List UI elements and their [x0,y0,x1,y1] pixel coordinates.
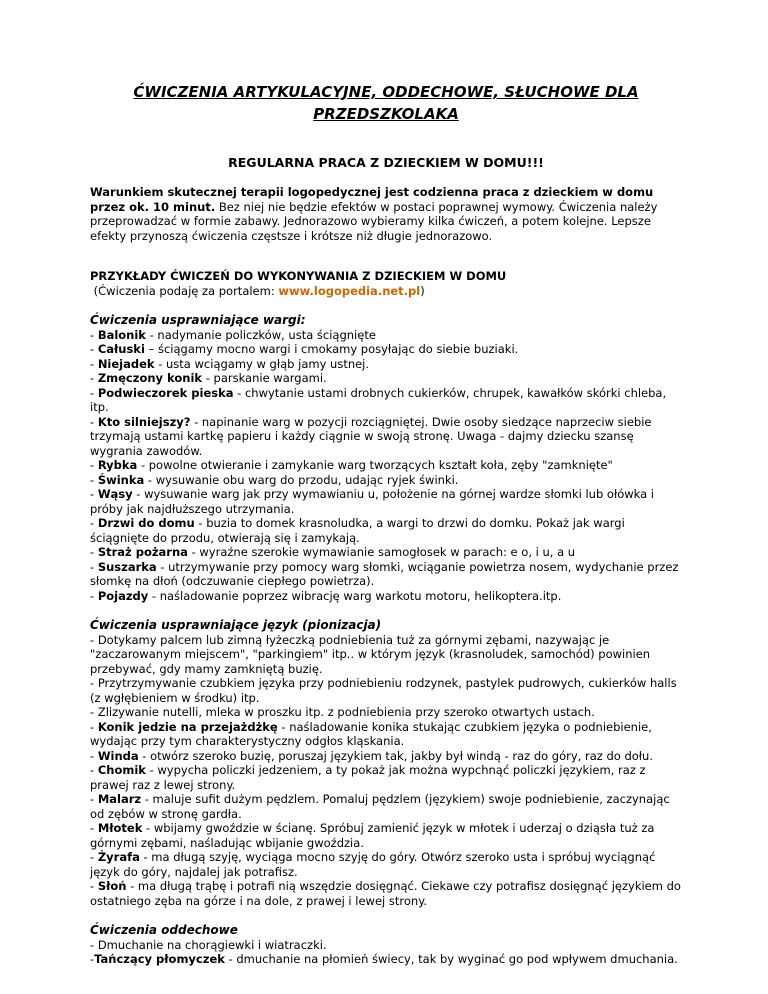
item-text: - buzia to domek krasnoludka, a wargi to drzwi do domku. Pokaż jak wargi ściągnięte do przodu, otwierają się i zamykają. [90,516,625,545]
item-term: Podwieczorek pieska [97,385,234,400]
portal-prefix: (Ćwiczenia podaję za portalem: [90,283,279,298]
exercise-item [90,371,682,386]
exercise-item [90,357,682,372]
item-term: Balonik [97,327,146,342]
item-term: Niejadek [97,356,155,371]
item-prefix: - [90,342,98,356]
item-term: Słoń [97,879,127,893]
exercise-item [90,676,682,705]
document-title: ĆWICZENIA ARTYKULACYJNE, ODDECHOWE, SŁUCHOWE DLA PRZEDSZKOLAKA [133,83,639,123]
exercise-item [90,328,682,343]
item-text: - ma długą szyję, wyciąga mocno szyję do góry. Otwórz szeroko usta i spróbuj wyciągnąć język do góry, najdalej jak potrafisz. [90,850,656,879]
item-prefix: - [90,748,98,763]
item-term: Całuski [97,342,145,356]
item-term: Chomik [97,763,146,777]
document-sections [90,313,682,967]
item-text: - naśladowanie konika stukając czubkiem języka o podniebienie, wydając przy tym charakterystyczny odgłos kląskania. [90,719,652,748]
subtitle: REGULARNA PRACA Z DZIECKIEM W DOMU!!! [228,154,544,170]
section-heading: Ćwiczenia oddechowe [90,923,238,937]
item-term: Zmęczony konik [97,371,203,385]
exercise-item [90,415,682,459]
item-prefix: - [90,487,98,501]
item-term: Młotek [97,821,143,835]
item-prefix: - [90,414,98,429]
item-text: Przytrzymywanie czubkiem języka przy podniebieniu rodzynek, pastylek pudrowych, cukierków halls (z wgłębieniem w środku) itp. [90,676,677,705]
item-prefix: - [90,356,98,371]
intro-lead: Warunkiem skutecznej terapii logopedycznej jest codzienna praca z dzieckiem w domu przez ok. 10 minut. [90,185,654,214]
item-text: - maluje sufit dużym pędzlem. Pomaluj pędzlem (językiem) swoje podniebienie, zaczynając od zębów w stronę gardła. [90,792,670,821]
exercise-item [90,749,682,764]
item-text: Dmuchanie na chorągiewki i wiatraczki. [97,937,327,952]
exercise-item [90,386,682,415]
item-text: - dmuchanie na płomień świecy, tak by wyginać go pod wpływem dmuchania. [224,952,678,966]
item-text: - ma długą trąbę i potrafi nią wszędzie dosięgnąć. Ciekawe czy potrafisz dosięgnąć językiem do ostatniego zęba na górze i na dole, z prawej i lewej strony. [90,879,681,908]
portal-suffix: ) [420,283,425,298]
item-text: - powolne otwieranie i zamykanie warg tworzących kształt koła, zęby "zamknięte" [137,458,613,472]
item-text: - nadymanie policzków, usta ściągnięte [145,327,376,342]
item-term: Drzwi do domu [97,516,195,530]
item-prefix: - [90,588,98,603]
item-text: - wbijamy gwoździe w ścianę. Spróbuj zamienić język w młotek i uderzaj o dziąsła tuż za górnymi zębami, naśladując wbijanie gwoździa. [90,821,655,850]
exercise-item [90,938,682,953]
item-prefix: - [90,472,98,487]
item-term: Malarz [97,792,142,806]
item-prefix: - [90,516,98,530]
item-prefix: - [90,821,98,835]
section-heading: Ćwiczenia usprawniające wargi: [90,313,306,327]
item-term: Winda [97,748,139,763]
item-text: - naśladowanie poprzez wibrację warg warkotu motoru, helikoptera.itp. [148,588,562,603]
item-prefix: - [90,545,98,559]
section-heading: Ćwiczenia usprawniające język (pionizacja) [90,618,382,632]
exercise-item [90,545,682,560]
item-text: - usta wciągamy w głąb jamy ustnej. [154,356,370,371]
portal-note [90,284,682,299]
exercise-item [90,952,682,967]
item-text: - utrzymywanie przy pomocy warg słomki, wciąganie powietrza nosem, wydychanie przez słomkę na dłoń (odczuwanie ciepłego powietrza). [90,559,679,588]
item-term: Suszarka [97,559,157,574]
item-term: Straż pożarna [97,545,188,559]
item-prefix: - [90,327,98,342]
item-term: Kto silniejszy? [97,414,191,429]
item-term: Konik jedzie na przejażdżkę [97,719,278,734]
item-text: Dotykamy palcem lub zimną łyżeczką podniebienia tuż za górnymi zębami, nazywając je "zaczarowanym miejscem", "parkingiem" itp.. w którym język (krasnoludek, samochód) powinien przebywać, gdy mamy zamkniętą buzię. [90,632,651,676]
item-text: - chwytanie ustami drobnych cukierków, chrupek, kawałków skórki chleba, itp. [90,385,667,414]
item-prefix: - [90,937,98,952]
exercise-item [90,705,682,720]
item-prefix: - [90,676,98,690]
exercise-item [90,879,682,908]
item-prefix: - [90,719,98,734]
exercise-item [90,473,682,488]
exercise-item [90,850,682,879]
item-text: - otwórz szeroko buzię, poruszaj językiem tak, jakby był windą - raz do góry, raz do dołu. [138,748,653,763]
item-prefix: - [90,705,98,719]
exercise-item [90,589,682,604]
examples-heading: PRZYKŁADY ĆWICZEŃ DO WYKONYWANIA Z DZIECKIEM W DOMU [90,269,507,283]
exercise-item [90,633,682,677]
portal-link[interactable]: www.logopedia.net.pl [278,283,421,298]
item-prefix: - [90,458,98,472]
exercise-item [90,792,682,821]
exercise-item [90,342,682,357]
item-prefix: - [90,632,98,647]
section [90,923,682,967]
item-text: - wysuwanie warg jak przy wymawianiu u, położenie na górnej wardze słomki lub ołówka i próby jak najdłuższego utrzymania. [90,487,655,516]
exercise-item [90,560,682,589]
exercise-item [90,763,682,792]
exercise-item [90,487,682,516]
exercise-item [90,821,682,850]
item-prefix: - [90,952,95,966]
item-term: Rybka [97,458,138,472]
exercise-item [90,516,682,545]
item-term: Wąsy [97,487,133,501]
item-term: Tańczący płomyczek [94,952,225,966]
item-term: Żyrafa [97,850,140,864]
item-prefix: - [90,879,98,893]
item-term: Świnka [97,472,145,487]
section [90,618,682,908]
item-prefix: - [90,850,98,864]
item-prefix: - [90,792,98,806]
item-prefix: - [90,371,98,385]
item-prefix: - [90,559,98,574]
exercise-item [90,458,682,473]
item-text: – ściągamy mocno wargi i cmokamy posyłając do siebie buziaki. [144,342,519,356]
intro-rest: Bez niej nie będzie efektów w postaci poprawnej wymowy. Ćwiczenia należy przeprowadzać w formie zabawy. Jednorazowo wybieramy kilka ćwiczeń, a potem kolejne. Lepsze efekty przynoszą ćwiczenia częstsze i krótsze niż długie jednorazowo. [90,199,658,243]
item-text: Zlizywanie nutelli, mleka w proszku itp. z podniebienia przy szeroko otwartych ustach. [97,705,595,719]
section [90,313,682,603]
intro-paragraph [90,185,682,243]
item-term: Pojazdy [97,588,149,603]
item-text: - wysuwanie obu warg do przodu, udając ryjek świnki. [144,472,459,487]
item-text: - wyraźne szerokie wymawianie samogłosek w parach: e o, i u, a u [187,545,576,559]
item-prefix: - [90,763,98,777]
item-text: - parskanie wargami. [202,371,327,385]
item-text: - napinanie warg w pozycji rozciągniętej. Dwie osoby siedzące naprzeciw siebie trzymają ustami kartkę papieru i każdy ciągnie w swoją stronę. Uwaga - dajmy dziecku szansę wygrania zawodów. [90,414,652,458]
item-prefix: - [90,385,98,400]
exercise-item [90,720,682,749]
item-text: - wypycha policzki jedzeniem, a ty pokaż jak można wypchnąć policzki językiem, raz z prawej raz z lewej strony. [90,763,646,792]
